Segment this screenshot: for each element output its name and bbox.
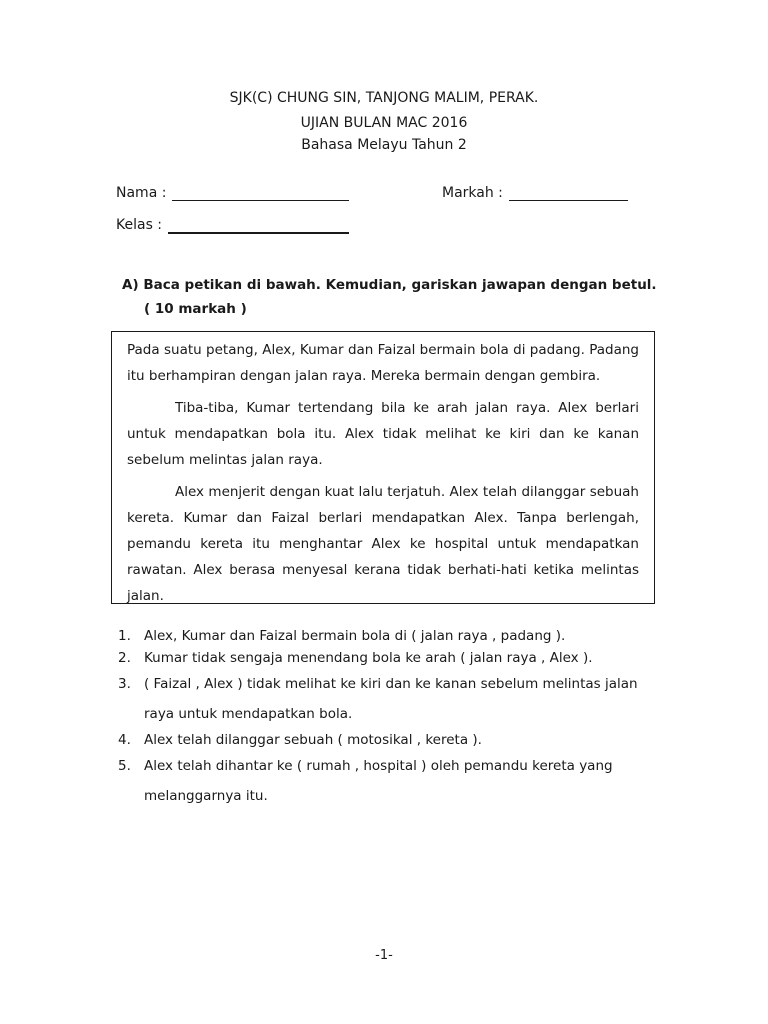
exam-title: UJIAN BULAN MAC 2016 (300, 115, 468, 131)
question-text: ( Faizal , Alex ) tidak melihat ke kiri dan ke kanan sebelum melintas jalan raya untuk mendapatkan bola. (144, 676, 638, 722)
question-1 (118, 625, 638, 647)
kelas-line[interactable] (168, 232, 349, 234)
section-a-title (122, 273, 682, 321)
question-number: 2. (118, 650, 131, 666)
kelas-label: Kelas : (116, 217, 163, 233)
question-5 (118, 751, 638, 811)
markah-label: Markah : (442, 185, 503, 201)
passage-text (127, 337, 639, 604)
nama-label: Nama : (116, 185, 167, 201)
section-a-instruction: A) Baca petikan di bawah. Kemudian, gariskan jawapan dengan betul. (122, 277, 657, 293)
passage-paragraph-1: Pada suatu petang, Alex, Kumar dan Faizal bermain bola di padang. Padang itu berhampiran dengan jalan raya. Mereka bermain dengan gembira. (127, 342, 639, 384)
passage-paragraph-3: Alex menjerit dengan kuat lalu terjatuh. Alex telah dilanggar sebuah kereta. Kumar dan Faizal berlari mendapatkan Alex. Tanpa berlengah, pemandu kereta itu menghantar Alex ke hospital untuk mendapatkan rawatan. Alex berasa menyesal kerana tidak berhati-hati ketika melintas jalan. (127, 484, 639, 604)
subject-title: Bahasa Melayu Tahun 2 (301, 137, 467, 153)
passage-paragraph-2: Tiba-tiba, Kumar tertendang bila ke arah jalan raya. Alex berlari untuk mendapatkan bola itu. Alex tidak melihat ke kiri dan ke kanan sebelum melintas jalan raya. (127, 400, 639, 468)
section-a-marks: ( 10 markah ) (144, 301, 247, 317)
question-text: Alex, Kumar dan Faizal bermain bola di ( jalan raya , padang ). (144, 628, 566, 644)
question-number: 1. (118, 628, 131, 644)
school-name: SJK(C) CHUNG SIN, TANJONG MALIM, PERAK. (229, 90, 539, 106)
question-number: 3. (118, 676, 131, 692)
question-text: Kumar tidak sengaja menendang bola ke arah ( jalan raya , Alex ). (144, 650, 593, 666)
question-number: 5. (118, 758, 131, 774)
nama-line[interactable] (172, 200, 349, 201)
question-text: Alex telah dihantar ke ( rumah , hospital ) oleh pemandu kereta yang melanggarnya itu. (144, 758, 613, 804)
question-list (118, 625, 638, 811)
question-number: 4. (118, 732, 131, 748)
question-text: Alex telah dilanggar sebuah ( motosikal , kereta ). (144, 732, 482, 748)
question-3 (118, 669, 638, 729)
page-number: -1- (375, 948, 393, 963)
question-2 (118, 647, 638, 669)
markah-line[interactable] (509, 200, 628, 201)
question-4 (118, 729, 638, 751)
passage-box (111, 331, 655, 604)
